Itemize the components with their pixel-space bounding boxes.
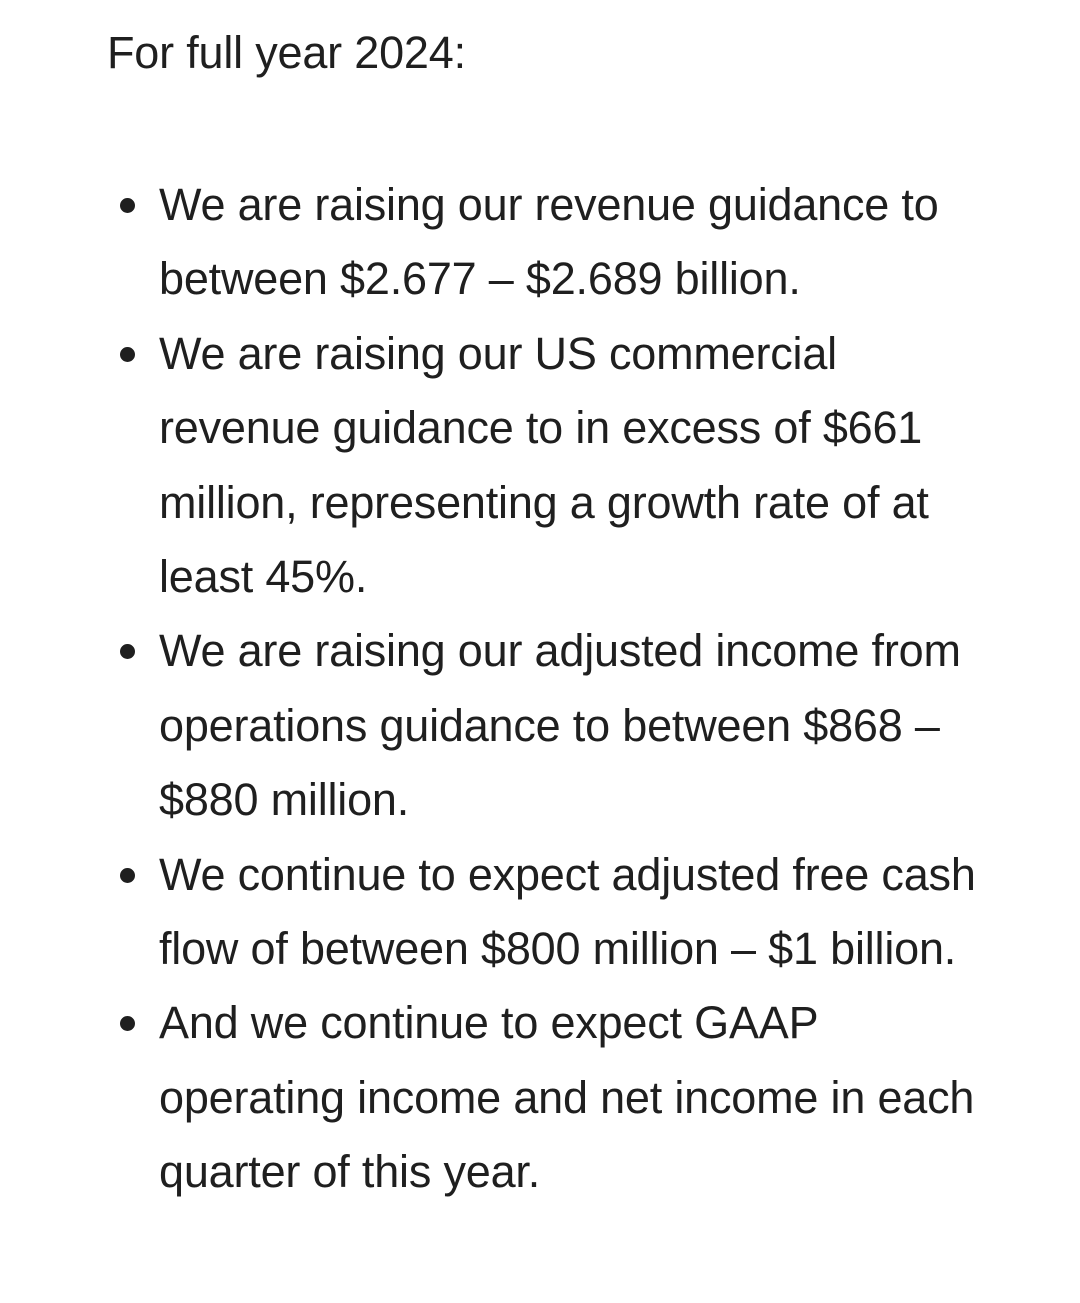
list-item [107, 986, 987, 1209]
bullet-icon [120, 347, 135, 362]
list-item-text: We are raising our adjusted income from operations guidance to between $868 – $880 million. [159, 625, 961, 826]
list-item [107, 317, 987, 615]
bullet-icon [120, 644, 135, 659]
list-item-text: We are raising our revenue guidance to between $2.677 – $2.689 billion. [159, 179, 939, 305]
bullet-icon [120, 868, 135, 883]
list-item-text: We continue to expect adjusted free cash flow of between $800 million – $1 billion. [159, 848, 976, 975]
section-intro: For full year 2024: [107, 27, 466, 78]
list-item-text: We are raising our US commercial revenue guidance to in excess of $661 million, representing a growth rate of at least 45%. [159, 327, 929, 603]
bullet-icon [120, 198, 135, 213]
list-item [107, 614, 987, 837]
list-item-text: And we continue to expect GAAP operating income and net income in each quarter of this year. [159, 997, 975, 1198]
list-item [107, 838, 987, 987]
bullet-icon [120, 1016, 135, 1031]
list-item [107, 168, 987, 317]
guidance-section [107, 22, 987, 1198]
guidance-list [107, 168, 987, 1210]
